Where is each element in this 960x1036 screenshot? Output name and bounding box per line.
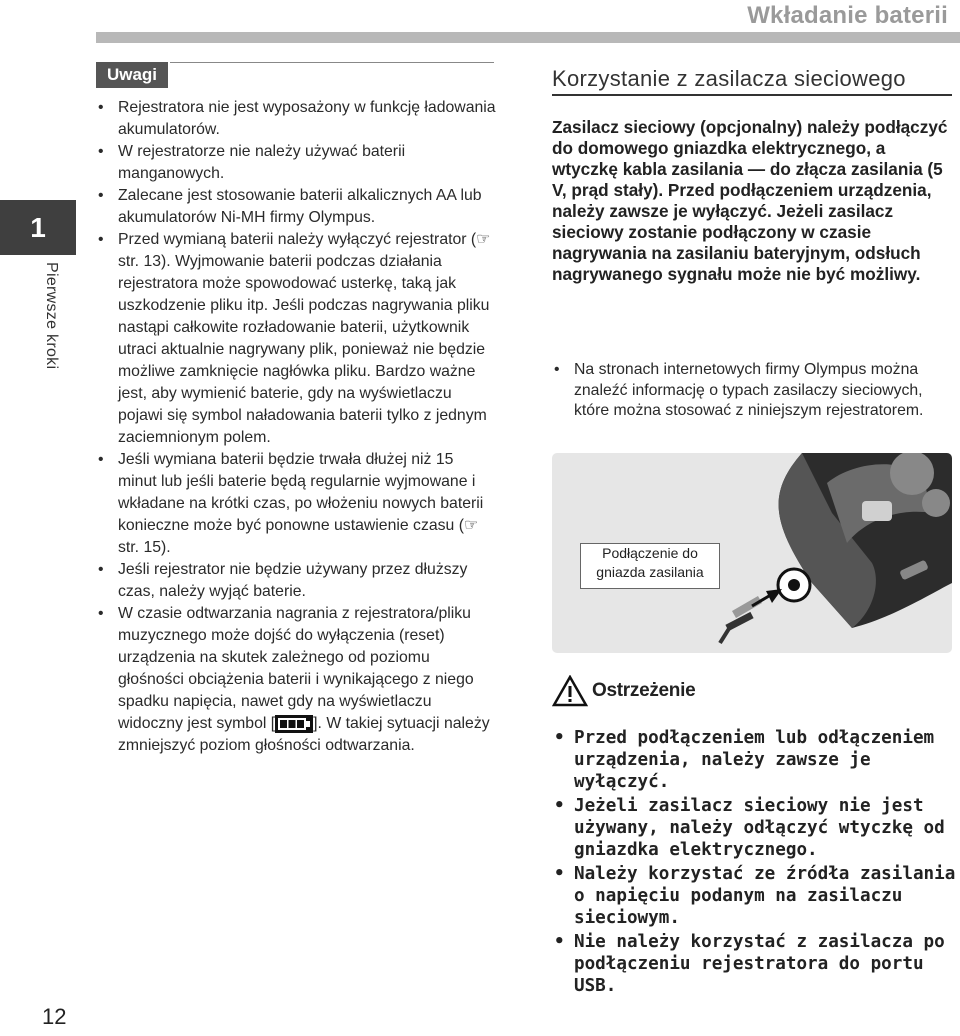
page-header-title: Wkładanie baterii <box>747 2 948 29</box>
note-item: • Rejestratora nie jest wyposażony w funkcję ładowania akumulatorów. <box>96 97 496 141</box>
warning-item: • Jeżeli zasilacz sieciowy nie jest używany, należy odłączyć wtyczkę od gniazdka elektrycznego. <box>552 795 957 861</box>
notes-heading: Uwagi <box>96 62 168 88</box>
power-socket-callout: Podłączenie do gniazda zasilania <box>580 543 720 589</box>
ac-bullet-item: • Na stronach internetowych firmy Olympus można znaleźć informację o typach zasilaczy sieciowych, które można stosować z niniejszym rejestratorem. <box>552 360 952 422</box>
page-number: 12 <box>42 1004 67 1029</box>
chapter-tab: 1 <box>0 200 76 255</box>
battery-full-icon <box>275 715 313 733</box>
note-text-before: W czasie odtwarzania nagrania z rejestratora/pliku muzycznego może dojść do wyłączenia (reset) urządzenia na skutek zależnego od poziomu głośności obciążenia baterii i wynikającego z niego spadku napięcia, nawet gdy na wyświetlaczu widoczny jest symbol [ <box>118 605 474 732</box>
note-text-after: ]. W takiej sytuacji należy zmniejszyć poziom głośności odtwarzania. <box>118 715 490 754</box>
ac-instructions: Zasilacz sieciowy (opcjonalny) należy podłączyć do domowego gniazdka elektrycznego, a wtyczkę kabla zasilania — do złącza zasilania (5 V, prąd stały). Przed podłączeniem urządzenia, należy zawsze je wyłączyć. Jeżeli zasilacz sieciowy zostanie podłączony w czasie nagrywania na zasilaniu bateryjnym, odsłuch nagrywanego sygnału może nie być możliwy. <box>552 117 948 284</box>
chapter-label: Pierwsze kroki <box>43 262 60 370</box>
ac-section-rule <box>552 94 952 96</box>
note-item: • Jeśli wymiana baterii będzie trwała dłużej niż 15 minut lub jeśli baterie będą regularnie wyjmowane i wkładane na krótki czas, po włożeniu nowych baterii konieczne może być ponowne ustawienie czasu (☞ str. 15). <box>96 449 496 559</box>
note-item: • Zalecane jest stosowanie baterii alkalicznych AA lub akumulatorów Ni-MH firmy Olympus. <box>96 185 496 229</box>
note-item: • W rejestratorze nie należy używać baterii manganowych. <box>96 141 496 185</box>
warning-item: • Należy korzystać ze źródła zasilania o napięciu podanym na zasilaczu sieciowym. <box>552 863 957 929</box>
notes-rule <box>170 62 494 63</box>
header-bar <box>96 32 960 43</box>
note-item <box>96 603 496 757</box>
warning-list <box>552 727 957 999</box>
warning-item: • Przed podłączeniem lub odłączeniem urządzenia, należy zawsze je wyłączyć. <box>552 727 957 793</box>
warning-triangle-icon <box>552 675 588 707</box>
warning-heading <box>552 675 695 707</box>
notes-list <box>96 97 496 757</box>
ac-section-title: Korzystanie z zasilacza sieciowego <box>552 66 906 91</box>
note-item: • Jeśli rejestrator nie będzie używany przez dłuższy czas, należy wyjąć baterie. <box>96 559 496 603</box>
ac-bullet-list <box>552 360 952 422</box>
warning-title: Ostrzeżenie <box>592 680 696 701</box>
note-item: • Przed wymianą baterii należy wyłączyć rejestrator (☞ str. 13). Wyjmowanie baterii podczas działania rejestratora może spowodować usterkę, taką jak uszkodzenie pliku itp. Jeśli podczas nagrywania pliku nastąpi całkowite rozładowanie baterii, użytkownik utraci aktualnie nagrywany plik, ponieważ nie będzie możliwe zamknięcie nagłówka pliku. Bardzo ważne jest, aby wymienić baterie, gdy na wyświetlaczu pojawi się symbol naładowania baterii tylko z jednym zaciemnionym polem. <box>96 229 496 449</box>
warning-item: • Nie należy korzystać z zasilacza po podłączeniu rejestratora do portu USB. <box>552 931 957 997</box>
